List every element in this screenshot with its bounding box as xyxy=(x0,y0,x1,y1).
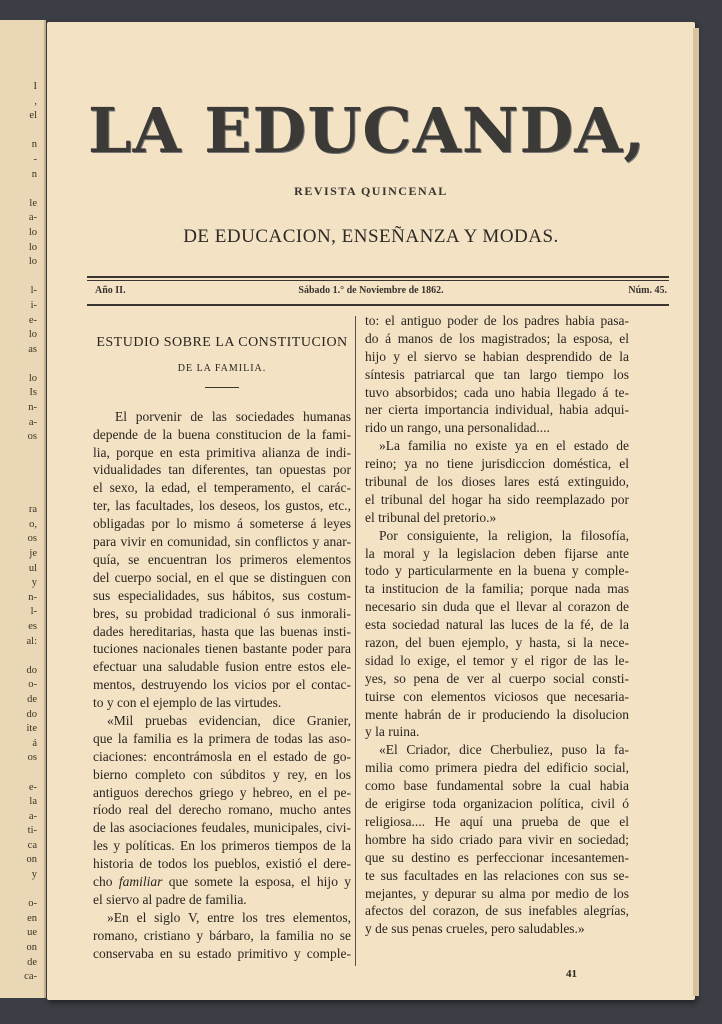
issue-number: Núm. 45. xyxy=(628,285,667,296)
text-line: «Mil pruebas evidencian, dice Granier, xyxy=(107,712,351,728)
text-line: el tribunal del pretorio.» xyxy=(365,509,497,525)
text-line: ciaciones: encontrámosla en el estado de go- xyxy=(93,748,351,764)
left-page-fragment: lo xyxy=(28,241,37,253)
text-line: del cuerpo social, en el que se distinguen con xyxy=(93,569,351,585)
left-page-fragment: a- xyxy=(28,416,37,428)
text-line: mejantes, y depurar su alma por medio de los xyxy=(365,885,629,901)
left-page-fragment: en xyxy=(27,912,37,924)
left-page-fragment: le xyxy=(29,197,37,209)
text-line: y de sus penas crueles, pero saludables.» xyxy=(365,921,585,937)
text-line: bierno completo con súbditos y rey, en los xyxy=(93,766,351,782)
left-page-fragment xyxy=(0,459,37,474)
left-page-fragment: on xyxy=(26,942,37,954)
header-rule-bottom xyxy=(87,304,669,306)
left-page-fragment: al: xyxy=(26,635,37,647)
text-line: Por consiguiente, la religion, la filosofía, xyxy=(379,527,629,543)
left-page-fragment: ra xyxy=(28,504,37,516)
left-page-fragment: i- xyxy=(30,299,37,311)
text-line: to: el antiguo poder de los padres habia pasa- xyxy=(365,313,629,328)
left-page-fragment xyxy=(0,445,37,460)
text-line: obligadas por lo mismo á someterse á leyes xyxy=(93,516,351,532)
issue-date: Sábado 1.° de Noviembre de 1862. xyxy=(298,285,444,296)
left-page-fragment: lo xyxy=(28,226,37,238)
text-line: ter, las facultades, los deseos, los gustos, etc., xyxy=(93,498,351,514)
text-line: como base fundamental sobre la cual habia xyxy=(365,778,629,794)
text-line: todo y particularmente en la buena y comple- xyxy=(365,563,629,579)
left-page-fragment: n- xyxy=(28,402,37,414)
header-rule-top-thin xyxy=(87,280,669,281)
text-line: El porvenir de las sociedades humanas xyxy=(115,408,351,424)
left-page-fragment: os xyxy=(27,533,37,545)
text-line: quía, se encuentran los primeros elementos xyxy=(93,551,351,567)
left-page-fragment xyxy=(0,766,37,781)
text-line: historia de todos los pueblos, existió el dere- xyxy=(93,856,351,872)
column-divider xyxy=(355,316,356,966)
text-line: ta institucion de la familia; porque nada mas xyxy=(365,581,629,597)
left-page-fragment: el xyxy=(29,110,37,122)
text-line: »En el siglo V, entre los tres elementos, xyxy=(107,909,351,925)
left-page-fragment xyxy=(0,270,37,285)
text-segment: que somete la esposa, el hijo y xyxy=(168,873,351,889)
text-line: les y políticas. En los primeros tiempos de la xyxy=(93,838,351,854)
text-line: razon, del buen ejemplo, y hasta, si la nece- xyxy=(365,635,629,651)
text-line: que su destino es perfeccionar incesantemen- xyxy=(365,849,629,865)
left-page-fragment: o- xyxy=(28,898,37,910)
left-page-fragment: os xyxy=(27,431,37,443)
masthead-subtitle-small: REVISTA QUINCENAL xyxy=(294,184,448,198)
left-page-fragment: os xyxy=(27,752,37,764)
left-page-fragment: do xyxy=(26,664,37,676)
left-page-fragment: ti- xyxy=(27,825,37,837)
text-line: síntesis patriarcal que tan largo tiempo los xyxy=(365,366,629,382)
left-page-fragment xyxy=(0,883,37,898)
left-page-fragment: de xyxy=(27,956,37,968)
left-page-fragment: lo xyxy=(28,372,37,384)
left-page-fragment: on xyxy=(26,854,37,866)
left-page-fragment: ite xyxy=(26,723,37,735)
text-segment: cho xyxy=(93,873,113,889)
text-line: bres, su probidad tradicional ó sus inmorali- xyxy=(93,605,351,621)
left-page-fragment: y xyxy=(31,869,37,881)
left-page-fragment: lo xyxy=(28,256,37,268)
left-page-fragment: ul xyxy=(28,562,37,574)
text-line: lia, porque en esta primitiva alianza de indi- xyxy=(93,444,351,460)
text-line: el siervo al padre de familia. xyxy=(93,891,247,907)
text-line: religiosa.... He aquí una prueba de que el xyxy=(365,813,629,829)
left-page-fragment: e- xyxy=(28,314,37,326)
text-line: efectuar una saludable fusion entre estos ele- xyxy=(93,659,351,675)
text-line: tuirse con elementos viciosos que necesaria- xyxy=(365,688,629,704)
text-line: depende de la buena constitucion de la fami- xyxy=(93,426,351,442)
left-page-fragment: , xyxy=(34,95,37,107)
article-subtitle: DE LA FAMILIA. xyxy=(177,362,267,374)
text-line: esta sociedad natural las luces de la fé, de la xyxy=(365,617,629,633)
left-page-fragment: l- xyxy=(30,285,37,297)
article-column-left xyxy=(93,312,351,962)
left-page-fragment: es xyxy=(28,620,37,632)
text-line: to y con el ejemplo de las virtudes. xyxy=(93,695,282,711)
text-line: reino; ya no tiene jurisdiccion doméstica, el xyxy=(365,456,629,472)
left-page-fragment: lo xyxy=(28,329,37,341)
left-page-fragment: ue xyxy=(27,927,37,939)
text-line: tuciones nacionales tienen bastante poder para xyxy=(93,641,351,657)
text-line: la moral y la legislacion deben fijarse ante xyxy=(365,545,629,561)
text-line: tribunal de los dioses lares está extinguido, xyxy=(365,474,629,490)
text-line: hombre ha sido criado para vivir en sociedad; xyxy=(365,831,629,847)
text-line: el sexo, la edad, el temperamento, el carác- xyxy=(93,480,351,496)
masthead-subtitle: DE EDUCACION, ENSEÑANZA Y MODAS. xyxy=(183,226,559,247)
left-page-fragment: as xyxy=(28,343,37,355)
left-page-fragment: y xyxy=(31,577,37,589)
article-title: ESTUDIO SOBRE LA CONSTITUCION xyxy=(96,335,348,350)
text-line: sus especialidades, sus hábitos, sus costum- xyxy=(93,587,351,603)
page-edge xyxy=(693,28,699,996)
italic-word: familiar xyxy=(118,873,163,889)
text-line-with-italic xyxy=(93,873,351,891)
text-line: antiguos derechos griego y hebreo, en el pe- xyxy=(93,784,351,800)
left-page-fragment xyxy=(0,124,37,139)
header-rule-top xyxy=(87,276,669,278)
left-page-margin xyxy=(0,20,46,998)
text-line: te sus facultades en las relaciones con sus se- xyxy=(365,867,629,883)
text-line: tuvo absorbidos; cada uno habia llegado á te- xyxy=(365,384,629,400)
text-line: sidad lo exige, el temor y el rigor de las le- xyxy=(365,652,629,668)
text-line: do á manos de los magistrados; la esposa, el xyxy=(365,330,629,346)
text-line: milia como primera piedra del edificio social, xyxy=(365,760,629,776)
text-line: necesario sin duda que el llevar al corazon de xyxy=(365,599,629,615)
left-page-fragment: I xyxy=(33,81,37,92)
left-page-fragment: a- xyxy=(28,212,37,224)
left-page-fragment: l- xyxy=(30,606,37,618)
text-line: ner cierta importancia individual, habia adqui- xyxy=(365,402,629,418)
text-line: mentos, destruyendo los vicios por el contac- xyxy=(93,677,351,693)
left-page-fragment xyxy=(0,489,37,504)
left-page-fragment: Is xyxy=(29,387,37,399)
page-number: 41 xyxy=(566,968,577,980)
left-page-fragment: n xyxy=(31,168,37,180)
left-page-fragment xyxy=(0,182,37,197)
left-page-fragment: o, xyxy=(29,518,37,530)
left-page-fragment: e- xyxy=(28,781,37,793)
text-line: ríodo real del derecho romano, mucho antes xyxy=(93,802,351,818)
left-page-fragment: la xyxy=(29,796,37,808)
text-line: «El Criador, dice Cherbuliez, puso la fa- xyxy=(379,742,629,758)
text-line: rido un rango, una personalidad.... xyxy=(365,420,550,436)
text-line: de las asociaciones feudales, municipales, civi- xyxy=(93,820,351,836)
text-line: y la ruina. xyxy=(365,724,420,740)
newspaper-page xyxy=(47,22,695,1000)
left-page-fragment: a- xyxy=(28,810,37,822)
issue-year: Año II. xyxy=(95,285,126,296)
article-column-right xyxy=(365,312,629,938)
text-line: que la familia es la primera de todas las aso- xyxy=(93,730,351,746)
text-line: yes, so pena de ver al cuerpo social consti- xyxy=(365,670,629,686)
left-page-fragment: n xyxy=(31,139,37,151)
left-page-fragment: do xyxy=(26,708,37,720)
left-page-fragment: ca- xyxy=(24,971,37,983)
left-page-text-fragments xyxy=(0,20,44,985)
left-page-fragment xyxy=(0,649,37,664)
left-page-fragment: á xyxy=(32,737,37,749)
text-line: de erigirse toda organizacion política, civil ó xyxy=(365,796,629,812)
text-line: hijo y el siervo se habian desprendido de la xyxy=(365,348,629,364)
left-page-fragment: je xyxy=(29,548,37,559)
text-line: el tribunal del hogar ha sido reemplazado por xyxy=(365,491,629,507)
left-page-fragment xyxy=(0,357,37,372)
text-line: para vivir en comunidad, sin conflictos y anar- xyxy=(93,534,351,550)
left-page-fragment: de xyxy=(27,693,37,705)
text-line: dades hereditarias, hasta que las buenas insti- xyxy=(93,623,351,639)
text-line: vidualidades tan diferentes, tan opuestas por xyxy=(93,462,351,478)
left-page-fragment: - xyxy=(33,153,37,165)
text-line: »La familia no existe ya en el estado de xyxy=(379,438,629,454)
text-line: mente habrán de ir produciendo la disolucion xyxy=(365,706,629,722)
text-line: afectos del corazon, de sus inefables alegrías, xyxy=(365,903,629,919)
left-page-fragment xyxy=(0,474,37,489)
text-line: conservaba en su estado primitivo y comple- xyxy=(93,945,351,961)
left-page-fragment: ca xyxy=(27,839,37,851)
masthead-title: LA EDUCANDA, xyxy=(88,94,646,167)
text-line: romano, cristiano y bárbaro, la familia no se xyxy=(93,927,351,943)
left-page-fragment: o- xyxy=(28,679,37,691)
left-page-fragment: n- xyxy=(28,591,37,603)
title-divider xyxy=(205,387,239,388)
